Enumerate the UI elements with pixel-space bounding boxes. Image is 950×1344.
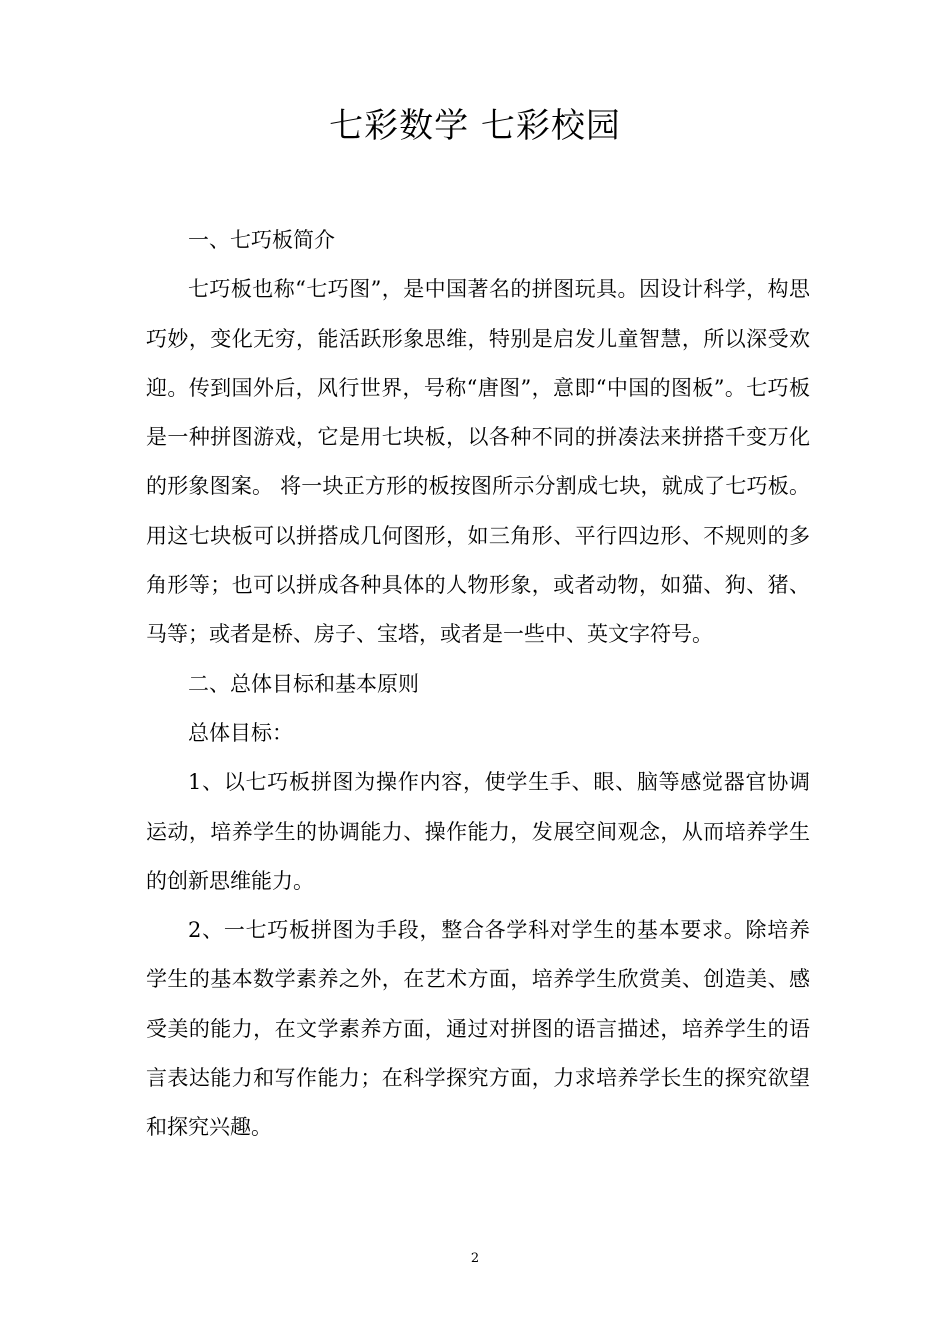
goal-paragraph-1: 1、以七巧板拼图为操作内容，使学生手、眼、脑等感觉器官协调运动，培养学生的协调能力、操作能力，发展空间观念，从而培养学生的创新思维能力。 xyxy=(146,770,810,893)
page-number: 2 xyxy=(470,1251,480,1266)
document-body xyxy=(146,216,810,1153)
section-heading-intro: 一、七巧板简介 xyxy=(188,228,335,252)
goals-subheading: 总体目标： xyxy=(188,720,293,745)
goal-paragraph-2: 2、一七巧板拼图为手段，整合各学科对学生的基本要求。除培养学生的基本数学素养之外，在艺术方面，培养学生欣赏美、创造美、感受美的能力，在文学素养方面，通过对拼图的语言描述，培养学生的语言表达能力和写作能力；在科学探究方面，力求培养学长生的探究欲望和探究兴趣。 xyxy=(146,918,810,1140)
page-title: 七彩数学 七彩校园 xyxy=(329,106,621,146)
section-heading-goals: 二、总体目标和基本原则 xyxy=(188,671,419,696)
intro-paragraph: 七巧板也称“七巧图”，是中国著名的拼图玩具。因设计科学，构思巧妙，变化无穷，能活跃形象思维，特别是启发儿童智慧，所以深受欢迎。传到国外后，风行世界，号称“唐图”，意即“中国的图板”。七巧板是一种拼图游戏，它是用七块板，以各种不同的拼凑法来拼搭千变万化的形象图案。 将一块正方形的板按图所示分割成七块，就成了七巧板。用这七块板可以拼搭成几何图形，如三角形、平行四边形、不规则的多角形等；也可以拼成各种具体的人物形象，或者动物，如猫、狗、猪、马等；或者是桥、房子、宝塔，或者是一些中、英文字符号。 xyxy=(146,277,810,647)
